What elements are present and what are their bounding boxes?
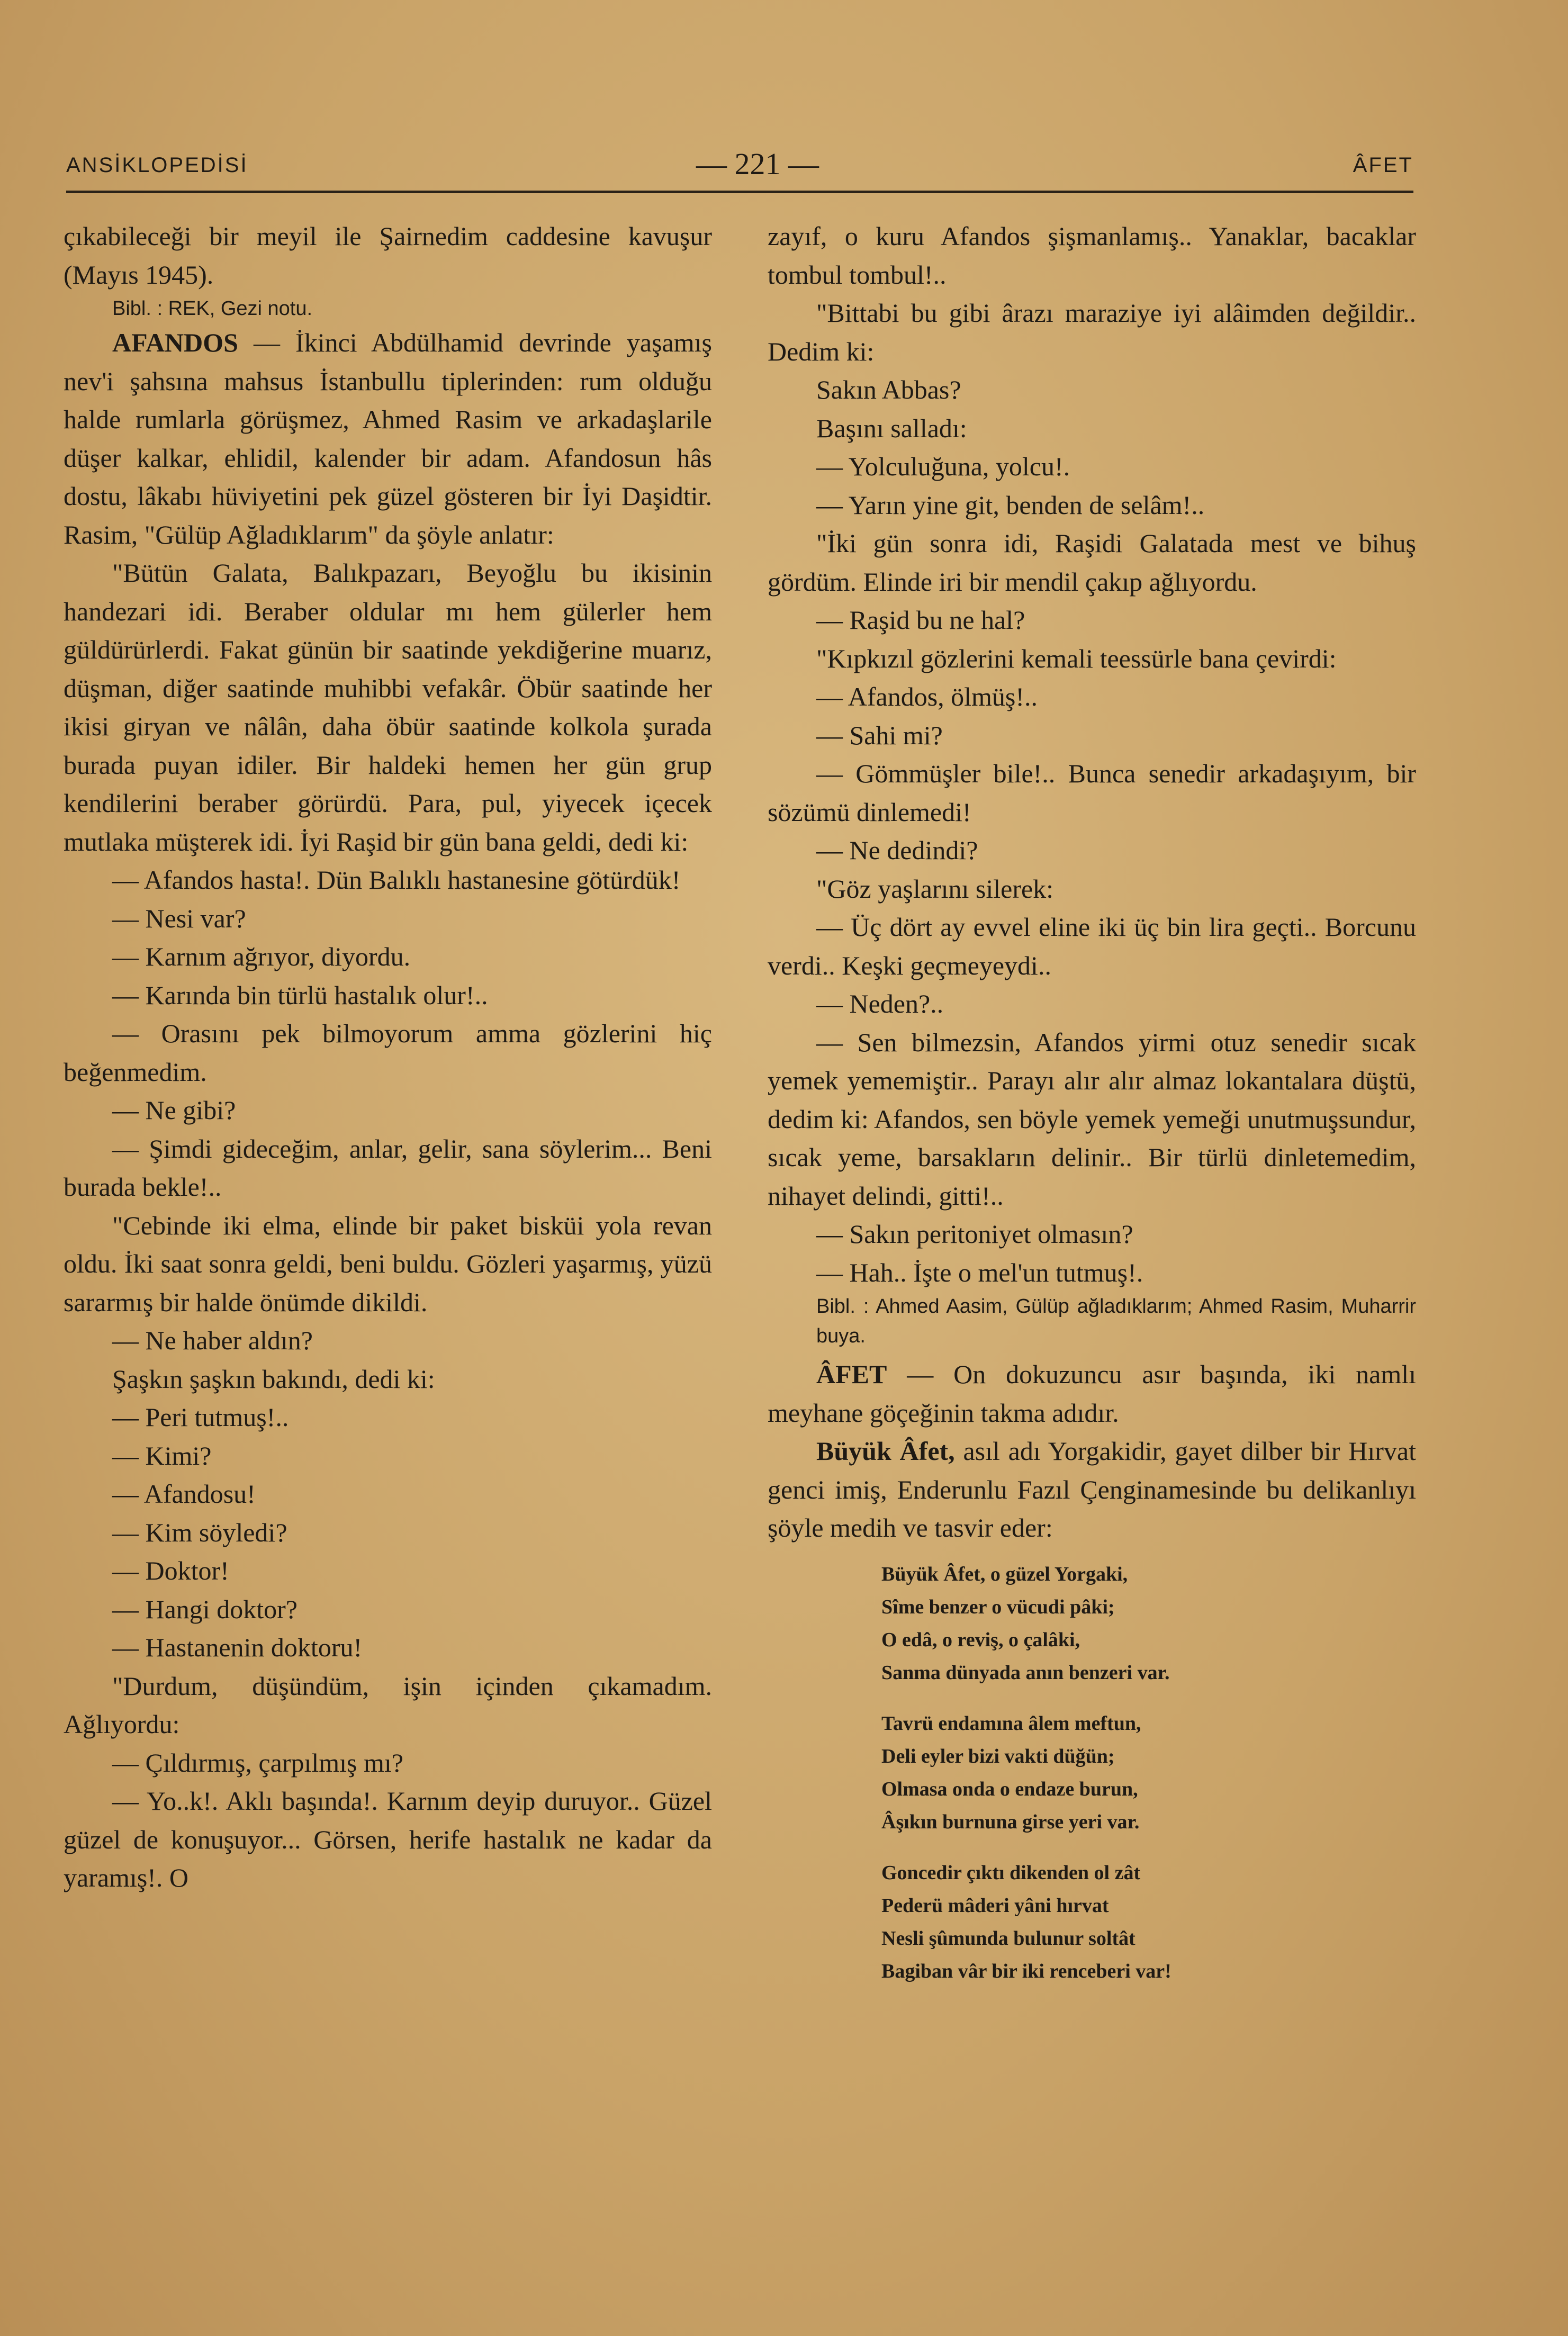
dialogue-line: — Ne haber aldın? <box>112 1325 313 1355</box>
dialogue-line: — Orasını pek bilmoyorum amma gözlerini hiç beğenmedim. <box>64 1018 712 1087</box>
entry-title: ÂFET <box>816 1359 887 1389</box>
running-header <box>66 147 1413 185</box>
paragraph: "Kıpkızıl gözlerini kemali teessürle bana çevirdi: <box>816 643 1337 673</box>
left-column <box>64 217 712 1897</box>
poem-line: Bagiban vâr bir iki renceberi var! <box>881 1960 1172 1982</box>
dialogue-line: — Hangi doktor? <box>112 1594 298 1624</box>
header-right: ÂFET <box>1353 154 1413 177</box>
entry-buyuk-afet <box>768 1432 1416 1547</box>
poem-line: Tavrü endamına âlem meftun, <box>881 1712 1141 1735</box>
poem-line: O edâ, o reviş, o çalâki, <box>881 1628 1080 1651</box>
dialogue-line: — Ne dedindi? <box>816 835 978 865</box>
poem-line: Goncedir çıktı dikenden ol zât <box>881 1861 1141 1884</box>
dialogue-line: — Afandos hasta!. Dün Balıklı hastanesine götürdük! <box>112 865 681 895</box>
dialogue-line: — Kim söyledi? <box>112 1517 287 1547</box>
paragraph: çıkabileceği bir meyil ile Şairnedim caddesine kavuşur (Mayıs 1945). <box>64 221 712 290</box>
dialogue-line: — Sakın peritoniyet olmasın? <box>816 1219 1133 1249</box>
dialogue-line: — Nesi var? <box>112 903 246 933</box>
paragraph: "Cebinde iki elma, elinde bir paket bisküi yola revan oldu. İki saat sonra geldi, beni buldu. Gözleri yaşarmış, yüzü sararmış bir halde önümde dikildi. <box>64 1210 712 1317</box>
poem-line: Deli eyler bizi vakti düğün; <box>881 1745 1115 1767</box>
poem <box>881 1558 1416 1988</box>
entry-body: asıl adı Yorgakidir, gayet dilber bir Hırvat genci imiş, Enderunlu Fazıl Çenginamesinde bu delikanlıyı şöyle medih ve tasvir eder: <box>768 1436 1416 1543</box>
dialogue-line: — Karında bin türlü hastalık olur!.. <box>112 980 488 1010</box>
poem-line: Sanma dünyada anın benzeri var. <box>881 1661 1170 1684</box>
entry-afandos <box>64 323 712 554</box>
dialogue-line: — Sahi mi? <box>816 720 943 750</box>
paragraph: "Bütün Galata, Balıkpazarı, Beyoğlu bu ikisinin handezari idi. Beraber oldular mı hem gülerler hem güldürürlerdi. Fakat günün bir saatinde yekdiğerine muarız, düşman, diğer saatinde muhibbi vefakâr. Öbür saatinde her ikisi giryan ve nâlân, daha öbür saatinde kolkola şurada burada puyan idiler. Bir haldeki hemen her gün grup kendilerini beraber görürdü. Para, pul, yiyecek içecek mutlaka müşterek idi. İyi Raşid bir gün bana geldi, dedi ki: <box>64 558 712 856</box>
dialogue-line: — Şimdi gideceğim, anlar, gelir, sana söylerim... Beni burada bekle!.. <box>64 1133 712 1202</box>
right-column <box>768 217 1416 2006</box>
bibliography: Bibl. : Ahmed Aasim, Gülüp ağladıklarım; Ahmed Rasim, Muharrir buya. <box>816 1295 1416 1347</box>
dialogue-line: — Ne gibi? <box>112 1095 236 1125</box>
paragraph: zayıf, o kuru Afandos şişmanlamış.. Yanaklar, bacaklar tombul tombul!.. <box>768 221 1416 290</box>
poem-line: Olmasa onda o endaze burun, <box>881 1778 1138 1800</box>
poem-line: Âşıkın burnuna girse yeri var. <box>881 1810 1140 1833</box>
entry-title: AFANDOS <box>112 328 238 357</box>
poem-line: Sîme benzer o vücudi pâki; <box>881 1595 1115 1618</box>
dialogue-line: — Afandosu! <box>112 1479 256 1509</box>
dialogue-line: — Raşid bu ne hal? <box>816 605 1025 635</box>
poem-stanza <box>881 1707 1416 1838</box>
paragraph: "İki gün sonra idi, Raşidi Galatada mest ve bihuş gördüm. Elinde iri bir mendil çakıp ağlıyordu. <box>768 528 1416 597</box>
entry-body: — On dokuzuncu asır başında, iki namlı meyhane göçeğinin takma adıdır. <box>768 1359 1416 1428</box>
poem-line: Nesli şûmunda bulunur soltât <box>881 1927 1136 1950</box>
header-rule <box>66 191 1413 193</box>
entry-subtitle: Büyük Âfet, <box>816 1436 955 1466</box>
dialogue-line: — Kimi? <box>112 1440 212 1471</box>
bibliography: Bibl. : REK, Gezi notu. <box>112 297 313 320</box>
dialogue-line: — Yo..k!. Aklı başında!. Karnım deyip duruyor.. Güzel güzel de konuşuyor... Görsen, herife hastalık ne kadar da yaramış!. O <box>64 1786 712 1892</box>
dialogue-line: — Gömmüşler bile!.. Bunca senedir arkadaşıyım, bir sözümü dinlemedi! <box>768 759 1416 827</box>
dialogue-line: — Peri tutmuş!.. <box>112 1402 289 1432</box>
dialogue-line: — Çıldırmış, çarpılmış mı? <box>112 1747 403 1778</box>
dialogue-line: — Sen bilmezsin, Afandos yirmi otuz senedir sıcak yemek yememiştir.. Parayı alır alır almaz lokantalara düştü, dedim ki: Afandos, sen böyle yemek yemeği unutmuşsundur, sıcak yeme, barsakların delinir.. Bir türlü dinletemedim, nihayet delindi, gitti!.. <box>768 1027 1416 1211</box>
dialogue-line: — Neden?.. <box>816 989 944 1018</box>
paragraph: Şaşkın şaşkın bakındı, dedi ki: <box>112 1364 435 1394</box>
dialogue-line: — Yarın yine git, benden de selâm!.. <box>816 490 1205 520</box>
dialogue-line: — Yolculuğuna, yolcu!. <box>816 452 1070 481</box>
dialogue-line: — Üç dört ay evvel eline iki üç bin lira geçti.. Borcunu verdi.. Keşki geçmeyeydi.. <box>768 912 1416 980</box>
dialogue-line: — Hastanenin doktoru! <box>112 1633 363 1662</box>
dialogue-line: — Doktor! <box>112 1556 229 1585</box>
dialogue-line: Sakın Abbas? <box>816 375 961 404</box>
entry-body: — İkinci Abdülhamid devrinde yaşamış nev'i şahsına mahsus İstanbullu tiplerinden: rum olduğu halde rumlarla görüşmez, Ahmed Rasim ve arkadaşlarile düşer kalkar, ehlidil, kalender bir adam. Afandosun hâs dostu, lâkabı hüviyetini pek güzel gösteren bir İyi Daşidtir. Rasim, "Gülüp Ağladıklarım" da şöyle anlatır: <box>64 328 712 549</box>
dialogue-line: — Hah.. İşte o mel'un tutmuş!. <box>816 1257 1143 1287</box>
poem-stanza <box>881 1856 1416 1988</box>
header-left: ANSİKLOPEDİSİ <box>66 154 248 177</box>
paragraph: "Bittabi bu gibi ârazı maraziye iyi alâimden değildir.. Dedim ki: <box>768 298 1416 366</box>
page-number: — 221 — <box>696 147 819 181</box>
dialogue-line: — Karnım ağrıyor, diyordu. <box>112 942 411 971</box>
paragraph: "Durdum, düşündüm, işin içinden çıkamadım. Ağlıyordu: <box>64 1671 712 1739</box>
dialogue-line: Başını salladı: <box>816 413 967 443</box>
poem-line: Pederü mâderi yâni hırvat <box>881 1894 1109 1917</box>
poem-line: Büyük Âfet, o güzel Yorgaki, <box>881 1563 1128 1585</box>
entry-afet <box>768 1355 1416 1432</box>
dialogue-line: — Afandos, ölmüş!.. <box>816 682 1038 711</box>
poem-stanza <box>881 1558 1416 1689</box>
paragraph: "Göz yaşlarını silerek: <box>816 873 1054 904</box>
